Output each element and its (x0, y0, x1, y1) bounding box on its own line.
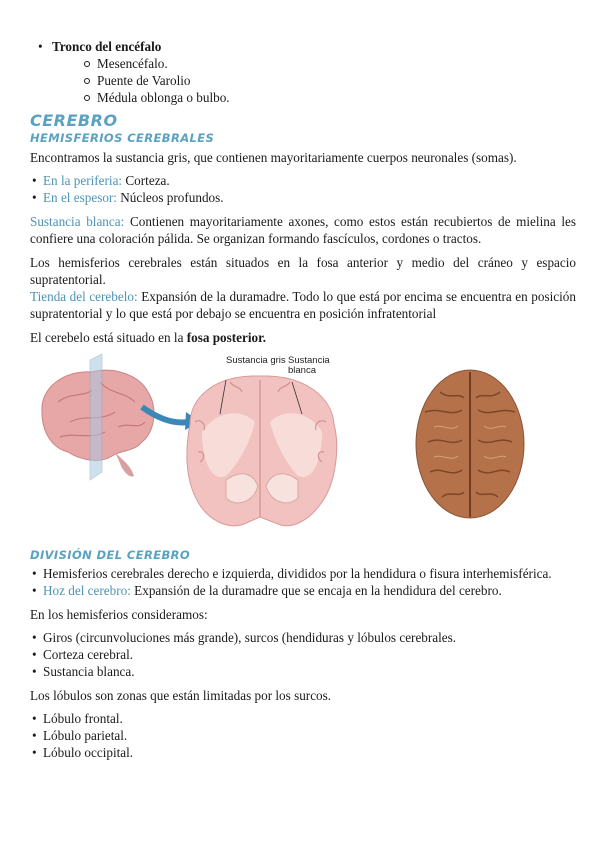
document-page (30, 38, 576, 761)
bullet-text: Corteza. (122, 173, 170, 188)
bullet-text: Hemisferios cerebrales derecho e izquierda, divididos por la hendidura o fisura interhemisférica. (43, 566, 552, 581)
list-item: • Lóbulo occipital. (30, 744, 576, 761)
heading-hemisferios: HEMISFERIOS CEREBRALES (30, 131, 215, 145)
list-item: • Sustancia blanca. (30, 663, 576, 680)
list-item: • Lóbulo parietal. (30, 727, 576, 744)
list-item: Puente de Varolio (52, 72, 576, 89)
cerebelo-text: El cerebelo está situado en la (30, 330, 187, 345)
paragraph-blanca (30, 213, 576, 247)
heading-division: DIVISIÓN DEL CEREBRO (30, 548, 191, 562)
blanca-text: Contienen mayoritariamente axones, como estos están recubiertos de mielina les confiere una coloración pálida. Se organizan formando fascículos, cordones o tractos. (30, 214, 576, 246)
tronco-list (30, 38, 576, 106)
side-brain-image (42, 354, 154, 480)
list-item (30, 582, 576, 599)
bullet-text: Expansión de la duramadre que se encaja en la hendidura del cerebro. (130, 583, 502, 598)
tienda-text: Expansión de la duramadre. Todo lo que está por encima se encuentra en posición supratentorial y lo que está por debajo se encuentra en posición infratentorial (30, 289, 576, 321)
label-sustancia-blanca: Sustancia blanca (288, 355, 330, 376)
heading-cerebro: CEREBRO (30, 111, 118, 130)
list-item: • Giros (circunvoluciones más grande), surcos (hendiduras y lóbulos cerebrales. (30, 629, 576, 646)
bullet-label: En el espesor: (43, 190, 117, 205)
list-item (30, 189, 576, 206)
paragraph-consideramos: En los hemisferios consideramos: (30, 607, 208, 622)
list-item: • Lóbulo frontal. (30, 710, 576, 727)
bullet-label: En la periferia: (43, 173, 123, 188)
division-list (30, 565, 576, 599)
consideramos-list (30, 629, 576, 680)
lobulos-list (30, 710, 576, 761)
brain-figure (30, 352, 576, 542)
coronal-section-image (187, 376, 337, 526)
brain-illustration (30, 352, 576, 542)
paragraph-tienda (30, 288, 576, 322)
paragraph-situados: Los hemisferios cerebrales están situados en la fosa anterior y medio del cráneo y espacio supratentorial. (30, 255, 576, 287)
paragraph-intro: Encontramos la sustancia gris, que contienen mayoritariamente cuerpos neuronales (somas). (30, 150, 517, 165)
blanca-label: Sustancia blanca: (30, 214, 125, 229)
list-item (30, 172, 576, 189)
tronco-sublist (52, 55, 576, 106)
list-item: Mesencéfalo. (52, 55, 576, 72)
list-item: • Corteza cerebral. (30, 646, 576, 663)
label-sustancia-gris: Sustancia gris (226, 355, 286, 366)
list-item (30, 38, 576, 106)
bullet-text: Núcleos profundos. (116, 190, 224, 205)
paragraph-cerebelo (30, 329, 576, 346)
top-view-brain-image (416, 370, 524, 518)
cerebelo-bold: fosa posterior. (186, 330, 267, 345)
periferia-list (30, 172, 576, 206)
paragraph-lobulos: Los lóbulos son zonas que están limitadas por los surcos. (30, 688, 332, 703)
list-item (30, 565, 576, 582)
list-item: Médula oblonga o bulbo. (52, 89, 576, 106)
tienda-label: Tienda del cerebelo: (30, 289, 138, 304)
bullet-label: Hoz del cerebro: (43, 583, 131, 598)
tronco-title: Tronco del encéfalo (52, 39, 162, 54)
